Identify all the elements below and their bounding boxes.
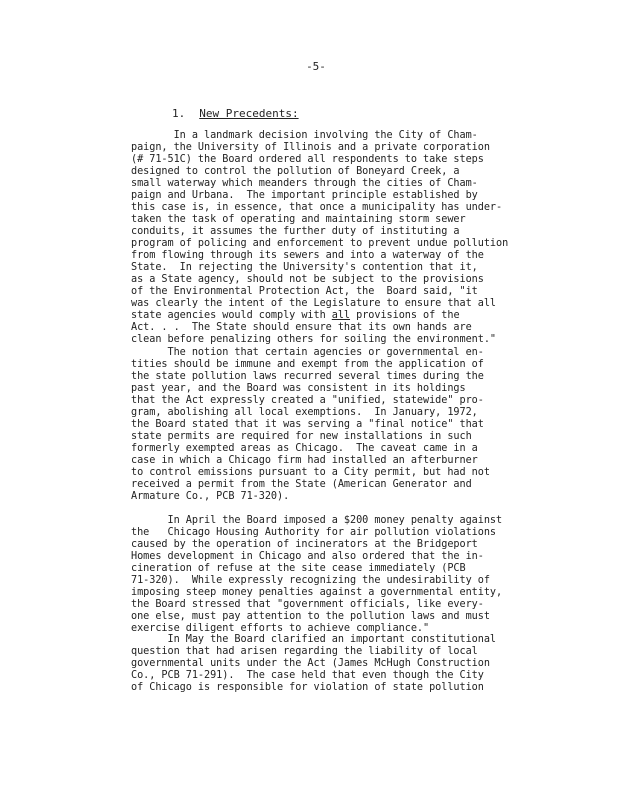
section-heading [172, 107, 299, 120]
text-line: small waterway which meanders through the cities of Cham- [131, 178, 478, 189]
text-line: question that had arisen regarding the liability of local [131, 646, 478, 657]
text-line: caused by the operation of incinerators at the Bridgeport [131, 539, 478, 550]
paragraph-housing-authority [131, 515, 511, 635]
text-line: case in which a Chicago firm had installed an afterburner [131, 455, 478, 466]
text-line: one else, must pay attention to the pollution laws and must [131, 611, 490, 622]
text-line: (# 71-51C) the Board ordered all respondents to take steps [131, 154, 484, 165]
text-line: state agencies would comply with all provisions of the [131, 310, 460, 321]
text-line: paign and Urbana. The important principle established by [131, 190, 478, 201]
text-line: cineration of refuse at the site cease immediately (PCB [131, 563, 466, 574]
text-line: taken the task of operating and maintaining storm sewer [131, 214, 466, 225]
text-line: from flowing through its sewers and into a waterway of the [131, 250, 484, 261]
text-line: conduits, it assumes the further duty of instituting a [131, 226, 460, 237]
text-line: this case is, in essence, that once a municipality has under- [131, 202, 503, 213]
text-line: that the Act expressly created a "unified, statewide" pro- [131, 395, 484, 406]
paragraph-agency-exemptions [131, 347, 511, 503]
text-line: to control emissions pursuant to a City permit, but had not [131, 467, 490, 478]
text-line: governmental units under the Act (James McHugh Construction [131, 658, 490, 669]
text-line: In a landmark decision involving the City of Cham- [131, 130, 478, 141]
text-line: exercise diligent efforts to achieve compliance." [131, 623, 430, 634]
text-line: The notion that certain agencies or governmental en- [131, 347, 484, 358]
text-line: State. In rejecting the University's contention that it, [131, 262, 478, 273]
text-line: Homes development in Chicago and also ordered that the in- [131, 551, 484, 562]
text-line: the Board stated that it was serving a "final notice" that [131, 419, 484, 430]
text-line: 71-320). While expressly recognizing the undesirability of [131, 575, 490, 586]
text-line: imposing steep money penalties against a governmental entity, [131, 587, 503, 598]
page-number: -5- [306, 60, 326, 73]
text-line: Armature Co., PCB 71-320). [131, 491, 290, 502]
text-line: the state pollution laws recurred several times during the [131, 371, 484, 382]
section-number: 1. [172, 107, 186, 120]
paragraph-landmark-decision [131, 130, 511, 346]
text-line: the Chicago Housing Authority for air pollution violations [131, 527, 497, 538]
text-line: formerly exempted areas as Chicago. The caveat came in a [131, 443, 478, 454]
text-line: the Board stressed that "government officials, like every- [131, 599, 484, 610]
text-line: clean before penalizing others for soiling the environment." [131, 334, 497, 345]
text-line: received a permit from the State (American Generator and [131, 479, 472, 490]
text-line: designed to control the pollution of Boneyard Creek, a [131, 166, 460, 177]
text-line: gram, abolishing all local exemptions. In January, 1972, [131, 407, 478, 418]
text-line: state permits are required for new installations in such [131, 431, 472, 442]
text-line: paign, the University of Illinois and a private corporation [131, 142, 490, 153]
emphasis-underline: all [331, 310, 351, 321]
text-line: of Chicago is responsible for violation of state pollution [131, 682, 484, 693]
text-line: In May the Board clarified an important constitutional [131, 634, 497, 645]
text-line: Act. . . The State should ensure that its own hands are [131, 322, 472, 333]
text-line: In April the Board imposed a $200 money penalty against [131, 515, 503, 526]
paragraph-constitutional-question [131, 634, 511, 694]
text-line: Co., PCB 71-291). The case held that even though the City [131, 670, 484, 681]
text-line: was clearly the intent of the Legislature to ensure that all [131, 298, 497, 309]
text-line: of the Environmental Protection Act, the Board said, "it [131, 286, 478, 297]
text-line: tities should be immune and exempt from the application of [131, 359, 484, 370]
text-line: past year, and the Board was consistent in its holdings [131, 383, 466, 394]
text-line: as a State agency, should not be subject to the provisions [131, 274, 484, 285]
section-title: New Precedents: [199, 107, 299, 120]
text-line: program of policing and enforcement to prevent undue pollution [131, 238, 509, 249]
